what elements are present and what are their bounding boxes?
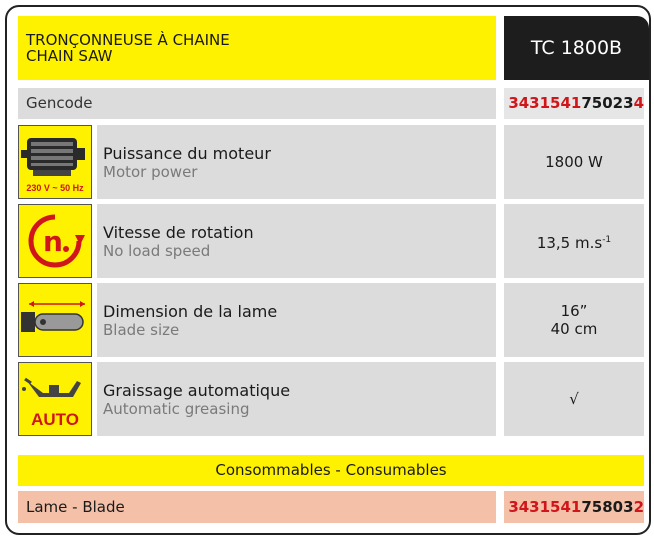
- product-title: [18, 16, 496, 80]
- gencode-prefix: 3431541: [508, 94, 582, 112]
- title-french: TRONÇONNEUSE À CHAINE: [26, 31, 230, 49]
- consumables-header: Consommables - Consumables: [18, 455, 644, 486]
- feature-value: [504, 204, 644, 278]
- consumable-code-check-digit: 2: [633, 498, 644, 516]
- consumable-code-body: 75803: [581, 498, 634, 516]
- feature-motor-power: [97, 125, 496, 199]
- blade-icon: [18, 283, 92, 357]
- feature-label-fr: Dimension de la lame: [103, 302, 278, 321]
- feature-label-en: Automatic greasing: [103, 400, 250, 418]
- oil-can-icon: [18, 362, 92, 436]
- gencode-value: [504, 88, 644, 119]
- feature-blade-size: [97, 283, 496, 357]
- title-english: CHAIN SAW: [26, 47, 113, 65]
- feature-rotation-speed: [97, 204, 496, 278]
- motor-icon: [18, 125, 92, 199]
- consumable-code-prefix: 3431541: [508, 498, 582, 516]
- feature-label-fr: Puissance du moteur: [103, 144, 271, 163]
- consumable-item-label: Lame - Blade: [18, 491, 496, 523]
- feature-label-en: Motor power: [103, 163, 198, 181]
- rotation-speed-icon: [18, 204, 92, 278]
- feature-label-fr: Graissage automatique: [103, 381, 291, 400]
- voltage-label: 230 V ~ 50 Hz: [26, 183, 84, 193]
- feature-value: 1800 W: [504, 125, 644, 199]
- gencode-label: Gencode: [18, 88, 496, 119]
- svg-text:n: n: [43, 225, 63, 258]
- feature-label-en: Blade size: [103, 321, 180, 339]
- blade-size-inches: 16”: [560, 302, 588, 320]
- gencode-body: 75023: [581, 94, 634, 112]
- gencode-check-digit: 4: [633, 94, 644, 112]
- product-sheet: [5, 5, 651, 535]
- speed-unit-exponent: -1: [602, 234, 612, 245]
- auto-label: AUTO: [31, 410, 79, 429]
- feature-label-fr: Vitesse de rotation: [103, 223, 254, 242]
- blade-size-cm: 40 cm: [550, 320, 598, 338]
- feature-label-en: No load speed: [103, 242, 211, 260]
- feature-value: [504, 283, 644, 357]
- feature-automatic-greasing: [97, 362, 496, 436]
- speed-value: 13,5 m.s: [536, 233, 603, 252]
- feature-value: √: [504, 362, 644, 436]
- model-badge: TC 1800B: [504, 16, 649, 80]
- consumable-item-code: [504, 491, 644, 523]
